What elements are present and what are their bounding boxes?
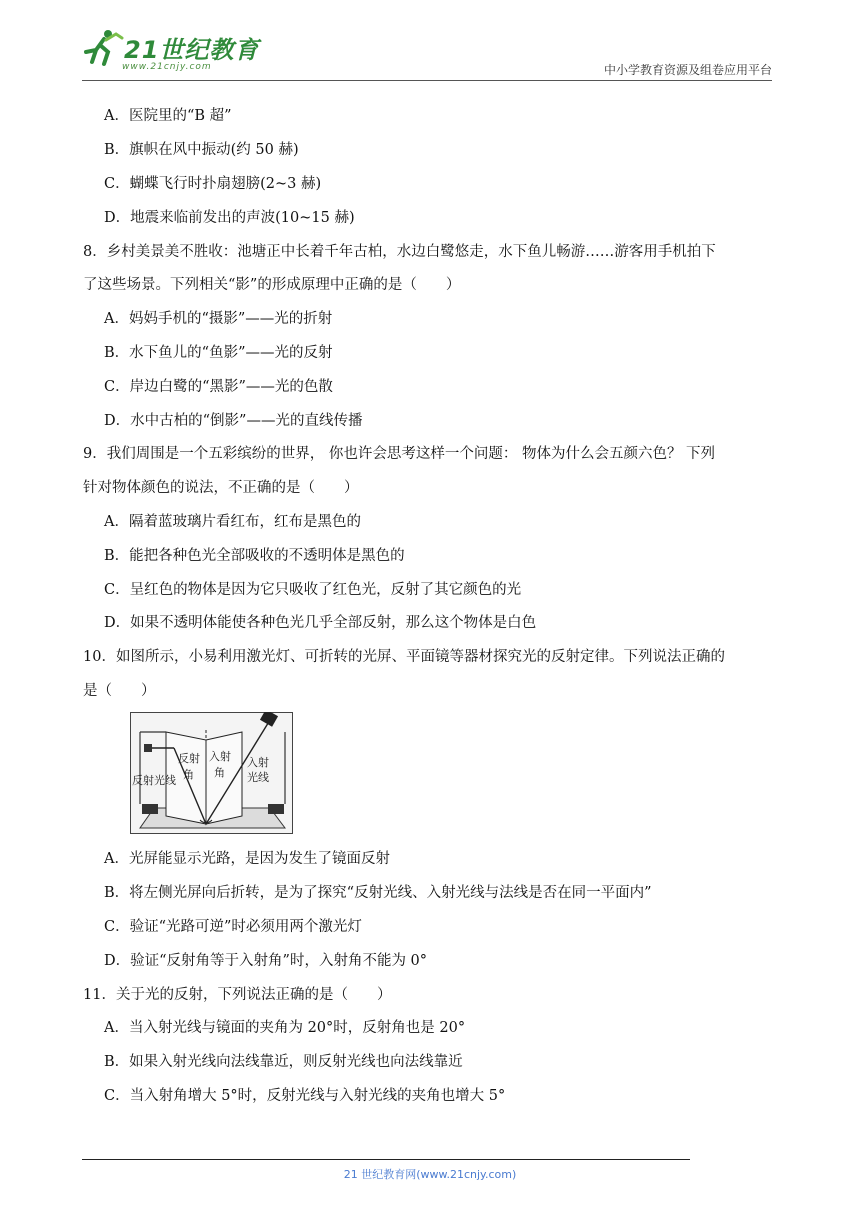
q7-option-d: D．地震来临前发出的声波(10~15 赫): [104, 210, 355, 226]
platform-text: 中小学教育资源及组卷应用平台: [603, 63, 772, 77]
incidence-angle-label-part2: 角: [214, 766, 225, 779]
q11-option-a: A．当入射光线与镜面的夹角为 20°时，反射角也是 20°: [104, 1020, 466, 1036]
q9-stem-line2: 针对物体颜色的说法，不正确的是（ ）: [83, 480, 359, 496]
q11-option-c: C．当入射角增大 5°时，反射光线与入射光线的夹角也增大 5°: [104, 1088, 506, 1104]
q10-stem-line2: 是（ ）: [83, 683, 156, 699]
incidence-angle-label-part1: 入射: [209, 750, 231, 763]
q8-option-d: D．水中古柏的“倒影”——光的直线传播: [104, 413, 363, 429]
q7-option-c: C．蝴蝶飞行时扑扇翅膀(2~3 赫): [104, 176, 322, 192]
site-logo[interactable]: [82, 26, 262, 82]
logo-text: 21世纪教育: [124, 36, 260, 64]
incident-ray-label-part1: 入射: [247, 756, 269, 769]
q9-option-d: D．如果不透明体能使各种色光几乎全部反射，那么这个物体是白色: [104, 615, 537, 631]
q8-option-c: C．岸边白鹭的“黑影”——光的色散: [104, 379, 333, 395]
q9-option-a: A．隔着蓝玻璃片看红布，红布是黑色的: [104, 514, 361, 530]
logo-url: www.21cnjy.com: [122, 62, 212, 72]
left-support-block: [142, 804, 158, 814]
right-support-block: [268, 804, 284, 814]
reflection-experiment-figure: [130, 712, 293, 834]
left-holder: [144, 744, 152, 752]
q9-option-b: B．能把各种色光全部吸收的不透明体是黑色的: [104, 548, 405, 564]
footer-link[interactable]: 21 世纪教育网(www.21cnjy.com): [343, 1168, 517, 1181]
q7-option-b: B．旗帜在风中振动(约 50 赫): [104, 142, 299, 158]
q9-option-c: C．呈红色的物体是因为它只吸收了红色光，反射了其它颜色的光: [104, 582, 522, 598]
reflection-diagram: [130, 712, 293, 834]
reflection-angle-label-part2: 角: [183, 768, 194, 781]
q8-stem-line1: 8．乡村美景美不胜收：池塘正中长着千年古柏，水边白鹭悠走，水下鱼儿畅游……游客用手机拍下: [83, 244, 716, 260]
q9-stem-line1: 9．我们周围是一个五彩缤纷的世界， 你也许会思考这样一个问题： 物体为什么会五颜六色？ 下列: [83, 446, 716, 462]
q10-option-a: A．光屏能显示光路，是因为发生了镜面反射: [104, 851, 390, 867]
q10-option-b: B．将左侧光屏向后折转，是为了探究“反射光线、入射光线与法线是否在同一平面内”: [104, 885, 652, 901]
q10-option-c: C．验证“光路可逆”时必须用两个激光灯: [104, 919, 362, 935]
footer-divider: [82, 1159, 690, 1160]
q7-option-a: A．医院里的“B 超”: [104, 108, 232, 124]
runner-icon: [82, 28, 126, 68]
header-divider: [82, 80, 772, 81]
q10-option-d: D．验证“反射角等于入射角”时，入射角不能为 0°: [104, 953, 428, 969]
page-header: [0, 0, 860, 82]
q8-stem-line2: 了这些场景。下列相关“影”的形成原理中正确的是（ ）: [83, 277, 461, 293]
q8-option-a: A．妈妈手机的“摄影”——光的折射: [104, 311, 333, 327]
incident-ray-label-part2: 光线: [247, 771, 269, 784]
reflection-angle-label-part1: 反射: [178, 752, 200, 765]
q8-option-b: B．水下鱼儿的“鱼影”——光的反射: [104, 345, 333, 361]
reflected-ray-label: 反射光线: [132, 774, 176, 787]
q11-stem: 11．关于光的反射，下列说法正确的是（ ）: [83, 987, 392, 1003]
q11-option-b: B．如果入射光线向法线靠近，则反射光线也向法线靠近: [104, 1054, 463, 1070]
q10-stem-line1: 10．如图所示，小易利用激光灯、可折转的光屏、平面镜等器材探究光的反射定律。下列说法正确的: [83, 649, 725, 665]
